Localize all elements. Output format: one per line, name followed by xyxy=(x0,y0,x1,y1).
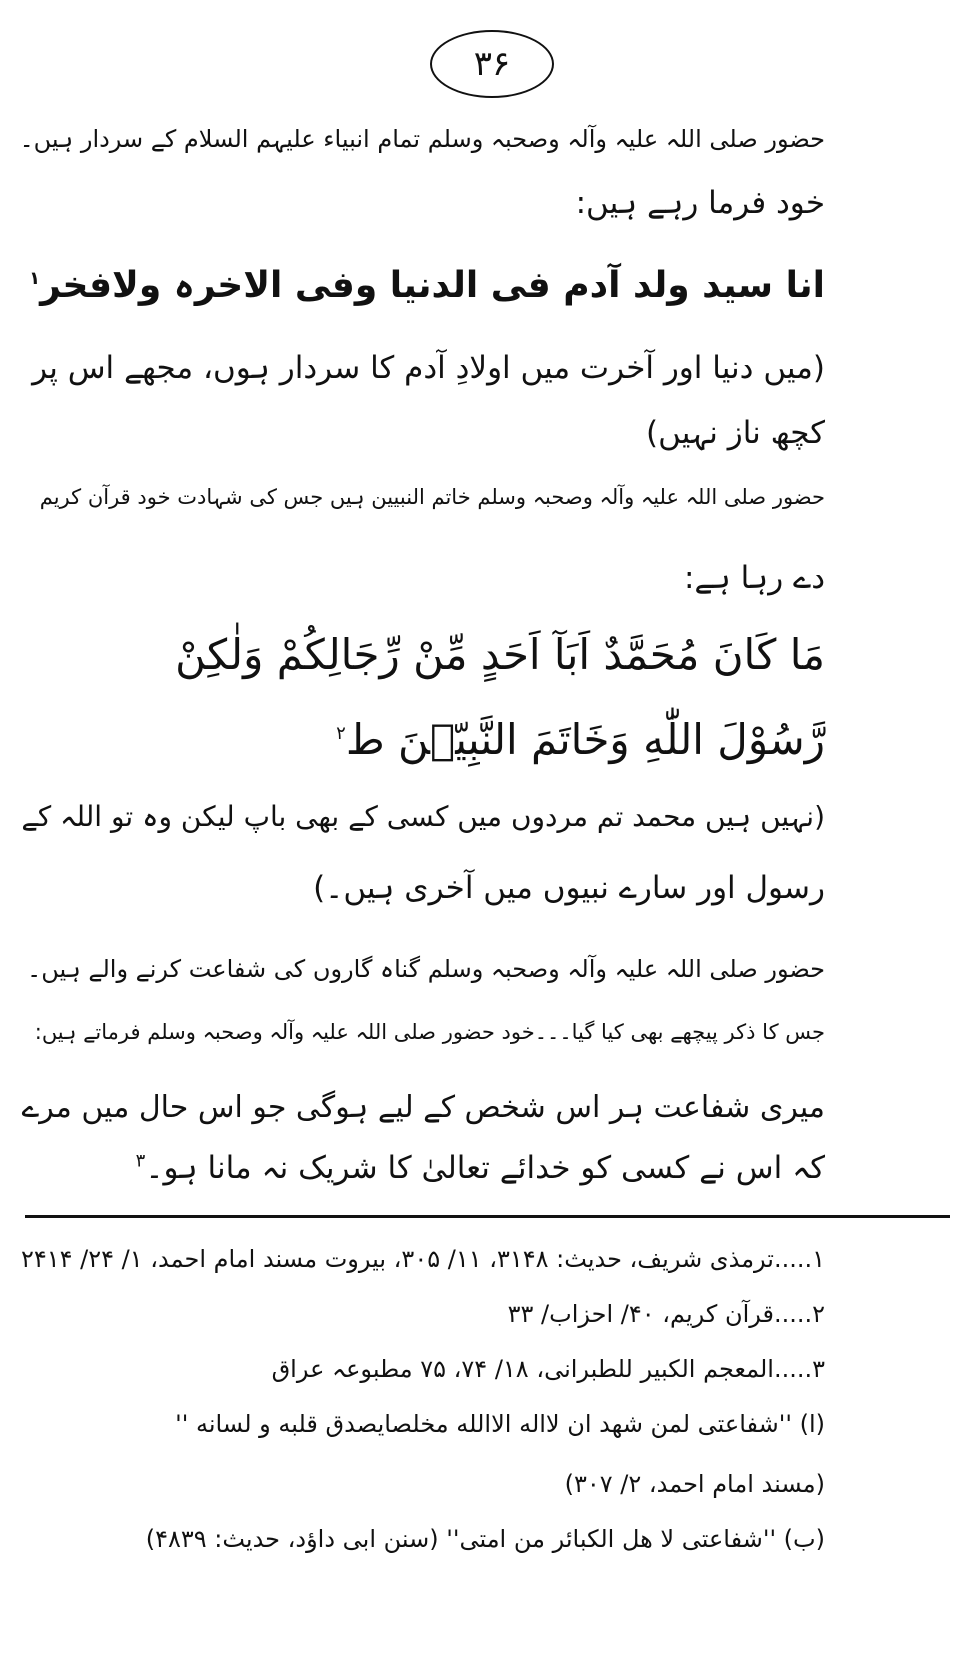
translation-line: رسول اور سارے نبیوں میں آخری ہیں۔) xyxy=(313,870,825,906)
quran-verse-line xyxy=(336,715,825,764)
footnote-marker: ۲ xyxy=(336,723,346,744)
body-line: خود فرما رہے ہیں: xyxy=(575,185,825,221)
quran-verse-line: مَا كَانَ مُحَمَّدٌ اَبَآ اَحَدٍ مِّنْ رِّجَالِكُمْ وَلٰكِنْ xyxy=(175,630,825,679)
body-line: حضور صلی اللہ علیہ وآلہ وصحبہ وسلم خاتم النبیین ہیں جس کی شہادت خود قرآن کریم xyxy=(39,485,825,509)
footnote: ۱.....ترمذی شریف، حدیث: ۳۱۴۸، ۱۱/ ۳۰۵، بیروت مسند امام احمد، ۱/ ۲۴/ ۲۴۱۴ xyxy=(20,1245,825,1273)
footnote: (ب) ''شفاعتی لا هل الكبائر من امتی'' (سنن ابی داؤد، حدیث: ۴۸۳۹) xyxy=(145,1525,825,1553)
footnote: ۲.....قرآن کریم، ۴۰/ احزاب/ ۳۳ xyxy=(507,1300,825,1328)
page-number: ۳۶ xyxy=(473,44,511,84)
quote-line: میری شفاعت ہر اس شخص کے لیے ہوگی جو اس حال میں مرے xyxy=(21,1090,825,1125)
footnote-marker: ۳ xyxy=(135,1150,146,1172)
footnote: (ا) ''شفاعتی لمن شهد ان لااله الاالله مخلصایصدق قلبه و لسانه '' xyxy=(175,1410,825,1438)
footnote-divider xyxy=(25,1215,950,1218)
footnote: ۳.....المعجم الکبیر للطبرانی، ۱۸/ ۷۴، ۷۵ مطبوعہ عراق xyxy=(271,1355,825,1383)
translation-line: کچھ ناز نہیں) xyxy=(646,415,825,451)
body-line: حضور صلی اللہ علیہ وآلہ وصحبہ وسلم تمام انبیاء علیہم السلام کے سردار ہیں۔ xyxy=(19,125,825,153)
hadith-arabic xyxy=(29,265,825,306)
quote-text: کہ اس نے کسی کو خدائے تعالیٰ کا شریک نہ مانا ہو۔ xyxy=(145,1150,825,1186)
body-line: دے رہا ہے: xyxy=(683,560,825,596)
translation-line: (نہیں ہیں محمد تم مردوں میں کسی کے بھی باپ لیکن وہ تو اللہ کے xyxy=(21,800,825,833)
body-line: حضور صلی اللہ علیہ وآلہ وصحبہ وسلم گناہ گاروں کی شفاعت کرنے والے ہیں۔ xyxy=(27,955,825,983)
footnote: (مسند امام احمد، ۲/ ۳۰۷) xyxy=(564,1470,825,1498)
body-line: جس کا ذکر پیچھے بھی کیا گیا۔۔۔خود حضور صلی اللہ علیہ وآلہ وصحبہ وسلم فرماتے ہیں: xyxy=(34,1020,825,1044)
quran-verse-text: رَّسُوْلَ اللّٰهِ وَخَاتَمَ النَّبِيّٖنَ ط xyxy=(345,715,825,764)
hadith-arabic-text: انا سید ولد آدم فی الدنیا وفی الاخرہ ولافخر xyxy=(40,265,825,306)
footnote-marker: ۱ xyxy=(29,268,41,289)
page-number-oval xyxy=(430,30,554,98)
translation-line: (میں دنیا اور آخرت میں اولادِ آدم کا سردار ہوں، مجھے اس پر xyxy=(32,350,825,386)
quote-line xyxy=(136,1150,825,1186)
